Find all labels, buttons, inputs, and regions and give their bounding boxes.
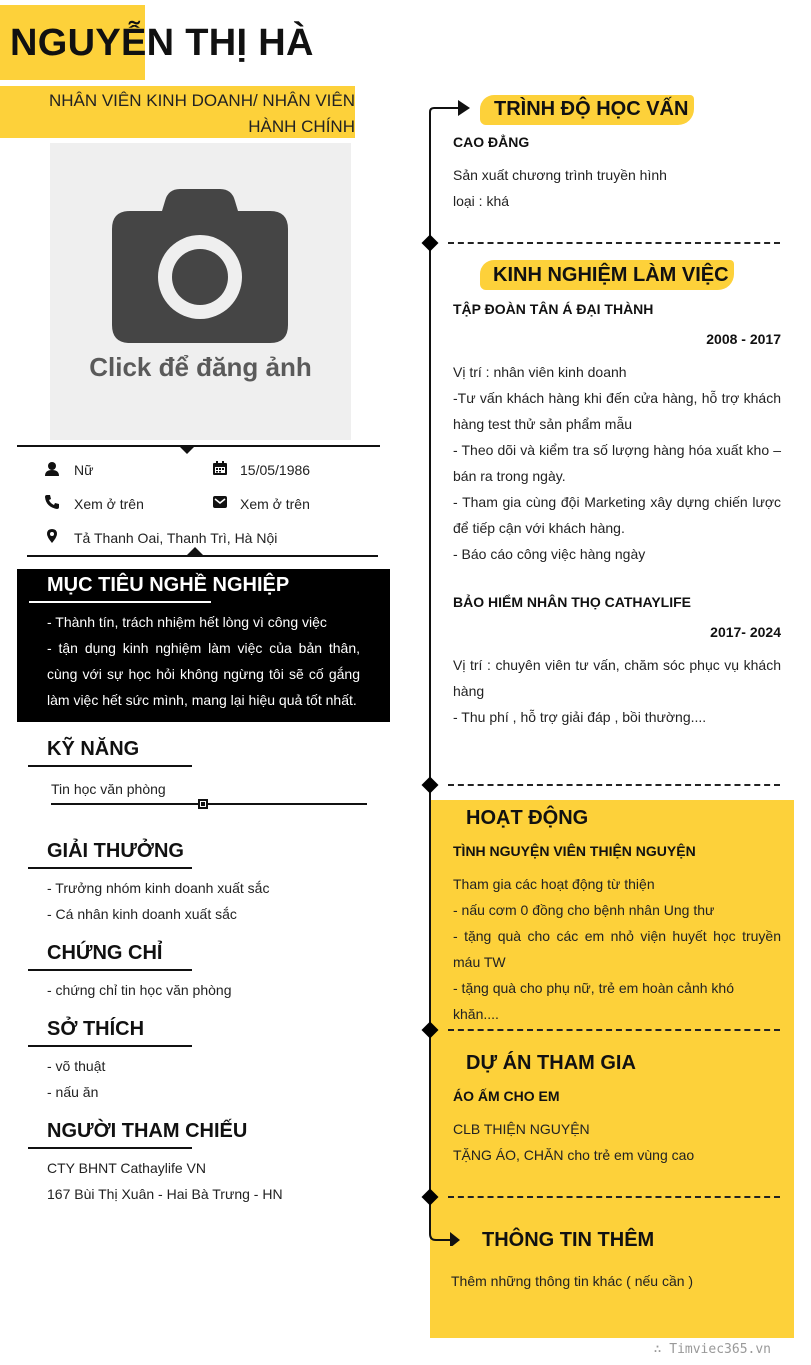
job-company: BẢO HIỂM NHÂN THỌ CATHAYLIFE (453, 594, 691, 610)
calendar-icon (212, 460, 228, 476)
education-title: TRÌNH ĐỘ HỌC VẤN (494, 98, 689, 120)
references-underline (28, 1147, 192, 1149)
objective-title: MỤC TIÊU NGHỀ NGHIỆP (47, 574, 290, 596)
info-top-divider (17, 445, 380, 447)
skill-bar-track (51, 803, 367, 805)
experience-title: KINH NGHIỆM LÀM VIỆC (493, 264, 729, 286)
certificates-title: CHỨNG CHỈ (47, 942, 163, 964)
skill-level-marker (198, 799, 208, 809)
education-school: CAO ĐẲNG (453, 134, 530, 150)
job-line: - Báo cáo công việc hàng ngày (453, 546, 646, 562)
award-item: - Cá nhân kinh doanh xuất sắc (47, 906, 237, 922)
job-line: Vị trí : chuyên viên tư vấn, chăm sóc phục vụ khách hàng (453, 657, 781, 699)
candidate-name: NGUYỄN THỊ HÀ (10, 22, 314, 64)
section-divider (448, 1196, 780, 1198)
skills-underline (28, 765, 192, 767)
caret-down-icon (179, 446, 195, 455)
timeline-node (422, 235, 439, 252)
job-line: -Tư vấn khách hàng khi đến cửa hàng, hỗ trợ khách hàng test thử sản phẩm mẫu (453, 390, 781, 432)
objective-line-2: - tận dụng kinh nghiệm làm việc của bản thân, cùng với sự học hỏi không ngừng tôi sẽ cố gắng làm việc hết sức mình, mang lại hiệu quả tốt nhất. (47, 640, 360, 708)
address-value: Tả Thanh Oai, Thanh Trì, Hà Nội (74, 530, 278, 546)
job-line: - Theo dõi và kiểm tra số lượng hàng hóa xuất kho – bán ra trong ngày. (453, 442, 781, 484)
timeline-node (422, 777, 439, 794)
job-title (30, 88, 355, 140)
job-period: 2017- 2024 (710, 624, 781, 640)
objective-section (17, 569, 390, 722)
activity-line: - tặng quà cho các em nhỏ viện huyết học truyền máu TW (453, 928, 781, 970)
job-title-line-2: HÀNH CHÍNH (248, 117, 355, 136)
awards-title: GIẢI THƯỞNG (47, 840, 184, 862)
objective-line-1: - Thành tín, trách nhiệm hết lòng vì công việc (47, 614, 327, 630)
job-title-line-1: NHÂN VIÊN KINH DOANH/ NHÂN VIÊN (48, 91, 355, 110)
awards-underline (28, 867, 192, 869)
arrow-right-icon (428, 98, 474, 124)
additional-title: THÔNG TIN THÊM (482, 1229, 655, 1251)
job-company: TẬP ĐOÀN TÂN Á ĐẠI THÀNH (453, 301, 654, 317)
education-grade: loại : khá (453, 193, 510, 209)
job-line: - Tham gia cùng đội Marketing xây dựng chiến lược để tiếp cận với khách hàng. (453, 494, 781, 536)
activities-title: HOẠT ĐỘNG (466, 807, 589, 829)
job-line: Vị trí : nhân viên kinh doanh (453, 364, 627, 380)
skills-title: KỸ NĂNG (47, 738, 140, 760)
hobbies-title: SỞ THÍCH (47, 1018, 145, 1040)
certificate-item: - chứng chỉ tin học văn phòng (47, 982, 232, 998)
objective-underline (29, 601, 211, 603)
job-line: - Thu phí , hỗ trợ giải đáp , bồi thường.... (453, 709, 707, 725)
reference-line: CTY BHNT Cathaylife VN (47, 1160, 206, 1176)
section-divider (448, 242, 780, 244)
hobby-item: - võ thuật (47, 1058, 106, 1074)
birthday-value: 15/05/1986 (240, 462, 311, 478)
dots-icon: ∴ (653, 1342, 670, 1357)
project-line: TẶNG ÁO, CHĂN cho trẻ em vùng cao (453, 1147, 695, 1163)
activities-org: TÌNH NGUYỆN VIÊN THIỆN NGUYỆN (453, 843, 696, 859)
photo-upload[interactable] (50, 143, 351, 440)
references-title: NGƯỜI THAM CHIẾU (47, 1120, 248, 1142)
arrow-right-icon (428, 1210, 468, 1246)
activity-line: - tặng quà cho phụ nữ, trẻ em hoàn cảnh khó khăn.... (453, 980, 735, 1022)
project-line: CLB THIỆN NGUYỆN (453, 1121, 590, 1137)
hobby-item: - nấu ăn (47, 1084, 99, 1100)
phone-icon (44, 494, 60, 510)
reference-line: 167 Bùi Thị Xuân - Hai Bà Trưng - HN (47, 1186, 283, 1202)
user-icon (44, 461, 60, 477)
brand-text: Timviec365.vn (669, 1342, 771, 1357)
education-major: Sản xuất chương trình truyền hình (453, 167, 667, 183)
email-value: Xem ở trên (240, 496, 310, 512)
camera-icon (110, 187, 290, 345)
certificates-underline (28, 969, 192, 971)
skill-name: Tin học văn phòng (51, 781, 166, 797)
project-name: ÁO ẤM CHO EM (453, 1088, 560, 1104)
map-marker-icon (44, 528, 60, 544)
phone-value: Xem ở trên (74, 496, 144, 512)
additional-text: Thêm những thông tin khác ( nếu cần ) (451, 1273, 694, 1289)
gender-value: Nữ (74, 462, 94, 478)
watermark-brand (654, 1342, 771, 1357)
activity-line: - nấu cơm 0 đồng cho bệnh nhân Ung thư (453, 902, 715, 918)
envelope-icon (212, 494, 228, 510)
projects-title: DỰ ÁN THAM GIA (466, 1052, 636, 1074)
timeline-line (429, 118, 431, 1213)
award-item: - Trưởng nhóm kinh doanh xuất sắc (47, 880, 270, 896)
job-period: 2008 - 2017 (706, 331, 781, 347)
section-divider (448, 784, 780, 786)
hobbies-underline (28, 1045, 192, 1047)
photo-upload-label[interactable]: Click để đăng ảnh (89, 352, 312, 382)
section-divider (448, 1029, 780, 1031)
activity-line: Tham gia các hoạt động từ thiện (453, 876, 655, 892)
caret-up-icon (187, 547, 203, 556)
